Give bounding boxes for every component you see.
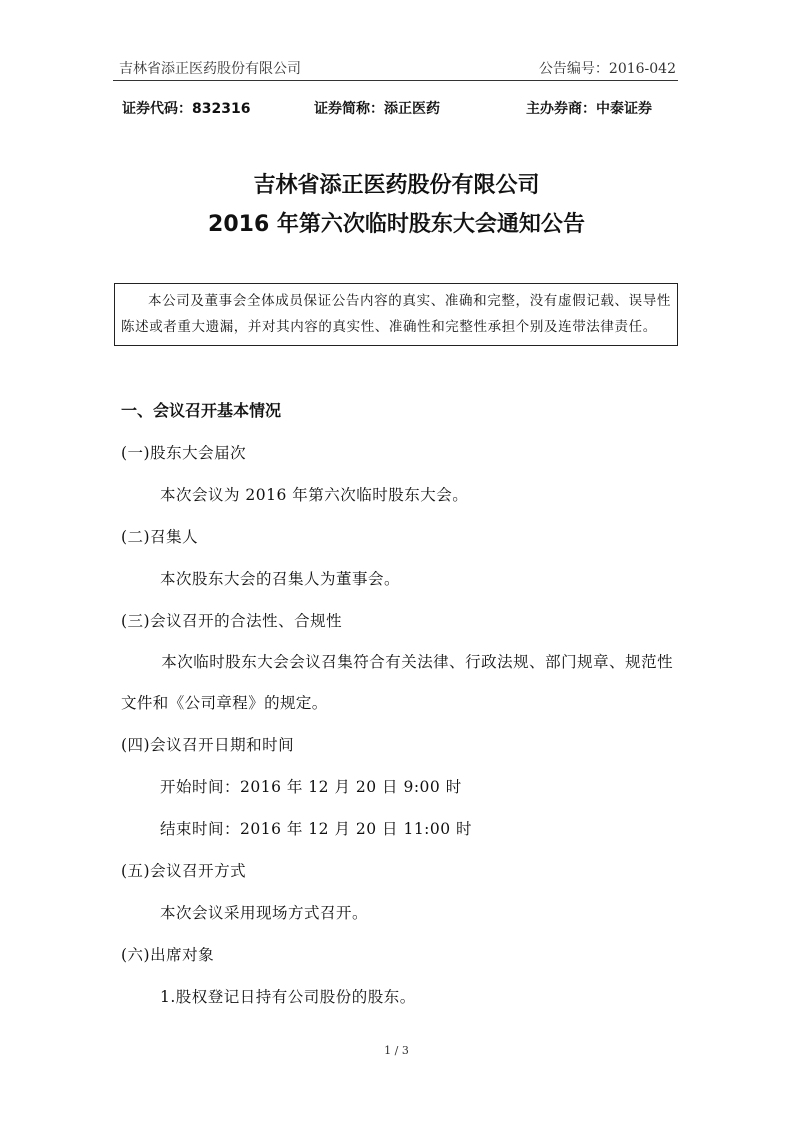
item-5-text: 本次会议采用现场方式召开。 (160, 904, 369, 922)
document-title-line1: 吉林省添正医药股份有限公司 (253, 173, 540, 198)
disclaimer-box (114, 283, 678, 346)
item-4-start-time: 开始时间：2016 年 12 月 20 日 9:00 时 (160, 778, 462, 796)
item-2-title: (二)召集人 (121, 528, 199, 546)
item-4-title: (四)会议召开日期和时间 (121, 736, 295, 754)
item-5-title: (五)会议召开方式 (121, 862, 247, 880)
header-announcement-code: 公告编号：2016-042 (538, 61, 676, 77)
security-short-name: 证券简称：添正医药 (314, 101, 440, 117)
item-3-title: (三)会议召开的合法性、合规性 (121, 612, 343, 630)
page-header (113, 56, 678, 81)
sponsor-broker: 主办券商：中泰证券 (526, 101, 652, 117)
item-4-end-time: 结束时间：2016 年 12 月 20 日 11:00 时 (160, 820, 473, 838)
item-3-text: 本次临时股东大会会议召集符合有关法律、行政法规、部门规章、规范性文件和《公司章程》的规定。 (121, 653, 673, 712)
item-6-title: (六)出席对象 (121, 946, 215, 964)
item-2-text: 本次股东大会的召集人为董事会。 (160, 570, 401, 588)
section-heading-1: 一、会议召开基本情况 (121, 401, 282, 420)
document-title-line2: 2016 年第六次临时股东大会通知公告 (208, 212, 585, 237)
security-code: 证券代码：832316 (122, 101, 251, 117)
header-company-name: 吉林省添正医药股份有限公司 (119, 61, 301, 77)
item-3-paragraph (121, 642, 673, 724)
page-number: 1 / 3 (384, 1044, 409, 1057)
item-1-text: 本次会议为 2016 年第六次临时股东大会。 (160, 486, 469, 504)
item-1-title: (一)股东大会届次 (121, 444, 247, 462)
disclaimer-text: 本公司及董事会全体成员保证公告内容的真实、准确和完整，没有虚假记载、误导性陈述或者重大遗漏，并对其内容的真实性、准确性和完整性承担个别及连带法律责任。 (121, 293, 671, 335)
item-6-text: 1.股权登记日持有公司股份的股东。 (160, 988, 416, 1006)
